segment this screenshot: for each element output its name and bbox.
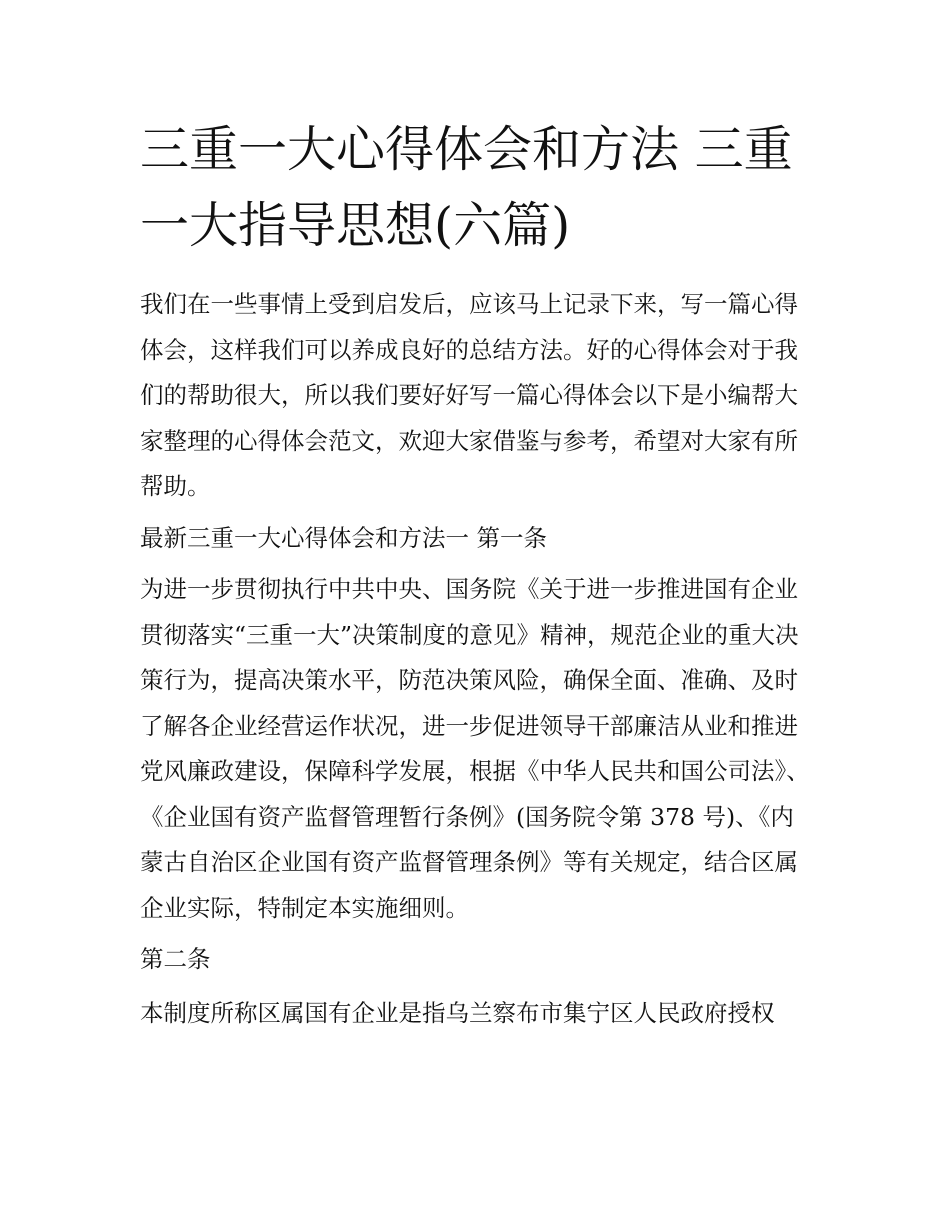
section-heading-article-1: 最新三重一大心得体会和方法一 第一条 xyxy=(140,523,547,552)
section-heading-article-2: 第二条 xyxy=(140,945,211,973)
article-2-paragraph: 本制度所称区属国有企业是指乌兰察布市集宁区人民政府授权 xyxy=(140,998,775,1027)
document-title: 三重一大心得体会和方法 三重一大指导思想(六篇) xyxy=(140,121,793,254)
article-1-paragraph: 为进一步贯彻执行中共中央、国务院《关于进一步推进国有企业贯彻落实“三重一大”决策制度的意见》精神，规范企业的重大决策行为，提高决策水平，防范决策风险，确保全面、准确、及时了解各企业经营运作状况，进一步促进领导干部廉洁从业和推进党风廉政建设，保障科学发展，根据《中华人民共和国公司法》、《企业国有资产监督管理暂行条例》(国务院令第 378 号)、《内蒙古自治区企业国有资产监督管理条例》等有关规定，结合区属企业实际，特制定本实施细则。 xyxy=(140,575,810,922)
intro-paragraph: 我们在一些事情上受到启发后，应该马上记录下来，写一篇心得体会，这样我们可以养成良好的总结方法。好的心得体会对于我们的帮助很大，所以我们要好好写一篇心得体会以下是小编帮大家整理的心得体会范文，欢迎大家借鉴与参考，希望对大家有所帮助。 xyxy=(140,290,798,500)
document-page xyxy=(140,112,812,1036)
